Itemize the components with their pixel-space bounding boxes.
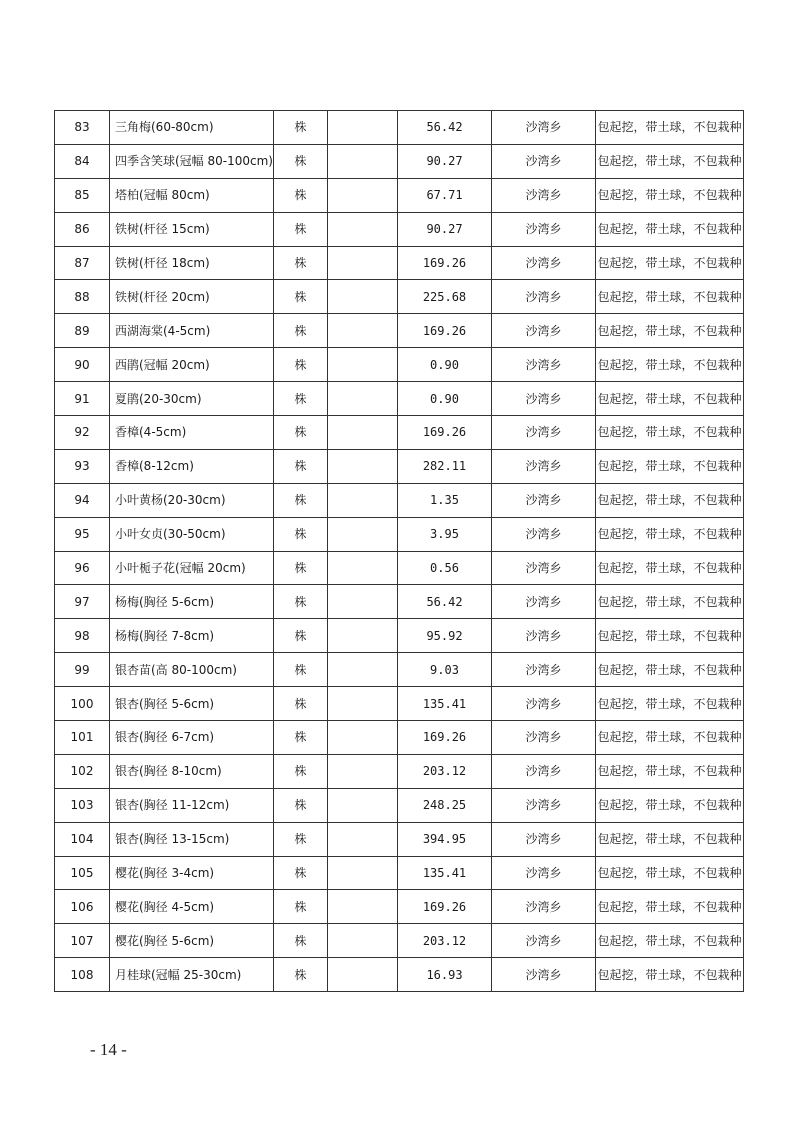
plant-name: 四季含笑球(冠幅 80-100cm): [110, 144, 274, 178]
blank-cell: [328, 551, 398, 585]
price: 0.90: [398, 382, 492, 416]
row-number: 104: [55, 822, 110, 856]
row-number: 84: [55, 144, 110, 178]
area: 沙湾乡: [492, 246, 596, 280]
table-row: [55, 416, 744, 450]
row-number: 93: [55, 449, 110, 483]
row-number: 92: [55, 416, 110, 450]
price: 394.95: [398, 822, 492, 856]
note: 包起挖，带土球，不包栽种: [596, 483, 744, 517]
area: 沙湾乡: [492, 348, 596, 382]
blank-cell: [328, 178, 398, 212]
unit: 株: [274, 687, 328, 721]
blank-cell: [328, 619, 398, 653]
price: 169.26: [398, 246, 492, 280]
blank-cell: [328, 958, 398, 992]
plant-name: 小叶栀子花(冠幅 20cm): [110, 551, 274, 585]
area: 沙湾乡: [492, 822, 596, 856]
row-number: 103: [55, 788, 110, 822]
table-row: [55, 585, 744, 619]
table-row: [55, 382, 744, 416]
plant-name: 香樟(4-5cm): [110, 416, 274, 450]
table-row: [55, 653, 744, 687]
unit: 株: [274, 246, 328, 280]
table-row: [55, 788, 744, 822]
note: 包起挖，带土球，不包栽种: [596, 517, 744, 551]
note: 包起挖，带土球，不包栽种: [596, 111, 744, 145]
blank-cell: [328, 924, 398, 958]
price: 169.26: [398, 890, 492, 924]
plant-name: 夏鹃(20-30cm): [110, 382, 274, 416]
row-number: 83: [55, 111, 110, 145]
unit: 株: [274, 348, 328, 382]
plant-name: 西湖海棠(4-5cm): [110, 314, 274, 348]
unit: 株: [274, 178, 328, 212]
blank-cell: [328, 144, 398, 178]
blank-cell: [328, 212, 398, 246]
table-row: [55, 280, 744, 314]
note: 包起挖，带土球，不包栽种: [596, 348, 744, 382]
plant-name: 西鹃(冠幅 20cm): [110, 348, 274, 382]
plant-name: 月桂球(冠幅 25-30cm): [110, 958, 274, 992]
area: 沙湾乡: [492, 687, 596, 721]
row-number: 86: [55, 212, 110, 246]
price-table: [54, 110, 744, 992]
row-number: 102: [55, 754, 110, 788]
price: 0.90: [398, 348, 492, 382]
table-row: [55, 754, 744, 788]
plant-name: 银杏(胸径 6-7cm): [110, 721, 274, 755]
row-number: 91: [55, 382, 110, 416]
note: 包起挖，带土球，不包栽种: [596, 585, 744, 619]
unit: 株: [274, 382, 328, 416]
area: 沙湾乡: [492, 483, 596, 517]
unit: 株: [274, 721, 328, 755]
blank-cell: [328, 754, 398, 788]
blank-cell: [328, 348, 398, 382]
note: 包起挖，带土球，不包栽种: [596, 212, 744, 246]
note: 包起挖，带土球，不包栽种: [596, 958, 744, 992]
blank-cell: [328, 280, 398, 314]
unit: 株: [274, 280, 328, 314]
price: 3.95: [398, 517, 492, 551]
row-number: 89: [55, 314, 110, 348]
unit: 株: [274, 822, 328, 856]
table-row: [55, 856, 744, 890]
table-row: [55, 246, 744, 280]
row-number: 97: [55, 585, 110, 619]
row-number: 87: [55, 246, 110, 280]
price: 56.42: [398, 111, 492, 145]
area: 沙湾乡: [492, 416, 596, 450]
price: 1.35: [398, 483, 492, 517]
unit: 株: [274, 754, 328, 788]
blank-cell: [328, 890, 398, 924]
note: 包起挖，带土球，不包栽种: [596, 788, 744, 822]
note: 包起挖，带土球，不包栽种: [596, 246, 744, 280]
plant-name: 银杏(胸径 13-15cm): [110, 822, 274, 856]
area: 沙湾乡: [492, 280, 596, 314]
table-row: [55, 958, 744, 992]
note: 包起挖，带土球，不包栽种: [596, 721, 744, 755]
area: 沙湾乡: [492, 924, 596, 958]
table-row: [55, 178, 744, 212]
plant-name: 小叶女贞(30-50cm): [110, 517, 274, 551]
blank-cell: [328, 856, 398, 890]
price: 225.68: [398, 280, 492, 314]
note: 包起挖，带土球，不包栽种: [596, 687, 744, 721]
area: 沙湾乡: [492, 449, 596, 483]
plant-name: 铁树(杆径 18cm): [110, 246, 274, 280]
unit: 株: [274, 653, 328, 687]
page-number: - 14 -: [90, 1040, 127, 1059]
price: 203.12: [398, 924, 492, 958]
unit: 株: [274, 416, 328, 450]
table-row: [55, 483, 744, 517]
area: 沙湾乡: [492, 144, 596, 178]
plant-name: 铁树(杆径 15cm): [110, 212, 274, 246]
row-number: 107: [55, 924, 110, 958]
row-number: 105: [55, 856, 110, 890]
blank-cell: [328, 246, 398, 280]
row-number: 108: [55, 958, 110, 992]
unit: 株: [274, 449, 328, 483]
area: 沙湾乡: [492, 111, 596, 145]
note: 包起挖，带土球，不包栽种: [596, 416, 744, 450]
unit: 株: [274, 619, 328, 653]
blank-cell: [328, 653, 398, 687]
note: 包起挖，带土球，不包栽种: [596, 551, 744, 585]
plant-name: 杨梅(胸径 5-6cm): [110, 585, 274, 619]
plant-name: 银杏苗(高 80-100cm): [110, 653, 274, 687]
note: 包起挖，带土球，不包栽种: [596, 382, 744, 416]
table-row: [55, 687, 744, 721]
price: 135.41: [398, 856, 492, 890]
table-row: [55, 144, 744, 178]
unit: 株: [274, 144, 328, 178]
area: 沙湾乡: [492, 788, 596, 822]
note: 包起挖，带土球，不包栽种: [596, 856, 744, 890]
price: 282.11: [398, 449, 492, 483]
unit: 株: [274, 111, 328, 145]
row-number: 101: [55, 721, 110, 755]
area: 沙湾乡: [492, 178, 596, 212]
area: 沙湾乡: [492, 517, 596, 551]
unit: 株: [274, 551, 328, 585]
blank-cell: [328, 687, 398, 721]
price: 248.25: [398, 788, 492, 822]
unit: 株: [274, 585, 328, 619]
plant-name: 银杏(胸径 8-10cm): [110, 754, 274, 788]
price: 169.26: [398, 416, 492, 450]
unit: 株: [274, 212, 328, 246]
table-row: [55, 314, 744, 348]
blank-cell: [328, 822, 398, 856]
blank-cell: [328, 382, 398, 416]
price: 9.03: [398, 653, 492, 687]
blank-cell: [328, 416, 398, 450]
plant-name: 樱花(胸径 4-5cm): [110, 890, 274, 924]
area: 沙湾乡: [492, 754, 596, 788]
blank-cell: [328, 483, 398, 517]
area: 沙湾乡: [492, 653, 596, 687]
area: 沙湾乡: [492, 721, 596, 755]
table-row: [55, 449, 744, 483]
note: 包起挖，带土球，不包栽种: [596, 314, 744, 348]
price: 169.26: [398, 314, 492, 348]
row-number: 98: [55, 619, 110, 653]
blank-cell: [328, 449, 398, 483]
table-row: [55, 517, 744, 551]
table-row: [55, 212, 744, 246]
unit: 株: [274, 517, 328, 551]
note: 包起挖，带土球，不包栽种: [596, 178, 744, 212]
price: 203.12: [398, 754, 492, 788]
price: 90.27: [398, 144, 492, 178]
note: 包起挖，带土球，不包栽种: [596, 822, 744, 856]
area: 沙湾乡: [492, 856, 596, 890]
plant-name: 樱花(胸径 5-6cm): [110, 924, 274, 958]
area: 沙湾乡: [492, 551, 596, 585]
plant-name: 塔柏(冠幅 80cm): [110, 178, 274, 212]
table-row: [55, 619, 744, 653]
unit: 株: [274, 890, 328, 924]
price: 90.27: [398, 212, 492, 246]
price: 169.26: [398, 721, 492, 755]
price: 16.93: [398, 958, 492, 992]
plant-name: 香樟(8-12cm): [110, 449, 274, 483]
plant-name: 樱花(胸径 3-4cm): [110, 856, 274, 890]
table-row: [55, 924, 744, 958]
area: 沙湾乡: [492, 382, 596, 416]
row-number: 99: [55, 653, 110, 687]
row-number: 96: [55, 551, 110, 585]
price: 0.56: [398, 551, 492, 585]
plant-name: 银杏(胸径 5-6cm): [110, 687, 274, 721]
note: 包起挖，带土球，不包栽种: [596, 653, 744, 687]
note: 包起挖，带土球，不包栽种: [596, 890, 744, 924]
blank-cell: [328, 517, 398, 551]
price: 135.41: [398, 687, 492, 721]
price: 67.71: [398, 178, 492, 212]
blank-cell: [328, 788, 398, 822]
note: 包起挖，带土球，不包栽种: [596, 449, 744, 483]
row-number: 95: [55, 517, 110, 551]
row-number: 88: [55, 280, 110, 314]
row-number: 90: [55, 348, 110, 382]
area: 沙湾乡: [492, 212, 596, 246]
table-row: [55, 111, 744, 145]
area: 沙湾乡: [492, 314, 596, 348]
unit: 株: [274, 314, 328, 348]
row-number: 94: [55, 483, 110, 517]
plant-name: 银杏(胸径 11-12cm): [110, 788, 274, 822]
plant-name: 杨梅(胸径 7-8cm): [110, 619, 274, 653]
area: 沙湾乡: [492, 619, 596, 653]
note: 包起挖，带土球，不包栽种: [596, 280, 744, 314]
note: 包起挖，带土球，不包栽种: [596, 619, 744, 653]
table-row: [55, 348, 744, 382]
area: 沙湾乡: [492, 890, 596, 924]
price: 56.42: [398, 585, 492, 619]
note: 包起挖，带土球，不包栽种: [596, 924, 744, 958]
row-number: 106: [55, 890, 110, 924]
row-number: 100: [55, 687, 110, 721]
unit: 株: [274, 856, 328, 890]
blank-cell: [328, 314, 398, 348]
table-body: [55, 111, 744, 992]
plant-name: 铁树(杆径 20cm): [110, 280, 274, 314]
row-number: 85: [55, 178, 110, 212]
plant-name: 三角梅(60-80cm): [110, 111, 274, 145]
plant-name: 小叶黄杨(20-30cm): [110, 483, 274, 517]
area: 沙湾乡: [492, 585, 596, 619]
note: 包起挖，带土球，不包栽种: [596, 754, 744, 788]
price: 95.92: [398, 619, 492, 653]
table-row: [55, 721, 744, 755]
blank-cell: [328, 111, 398, 145]
blank-cell: [328, 585, 398, 619]
blank-cell: [328, 721, 398, 755]
table-row: [55, 890, 744, 924]
unit: 株: [274, 958, 328, 992]
unit: 株: [274, 788, 328, 822]
area: 沙湾乡: [492, 958, 596, 992]
note: 包起挖，带土球，不包栽种: [596, 144, 744, 178]
table-row: [55, 551, 744, 585]
unit: 株: [274, 483, 328, 517]
table-row: [55, 822, 744, 856]
unit: 株: [274, 924, 328, 958]
